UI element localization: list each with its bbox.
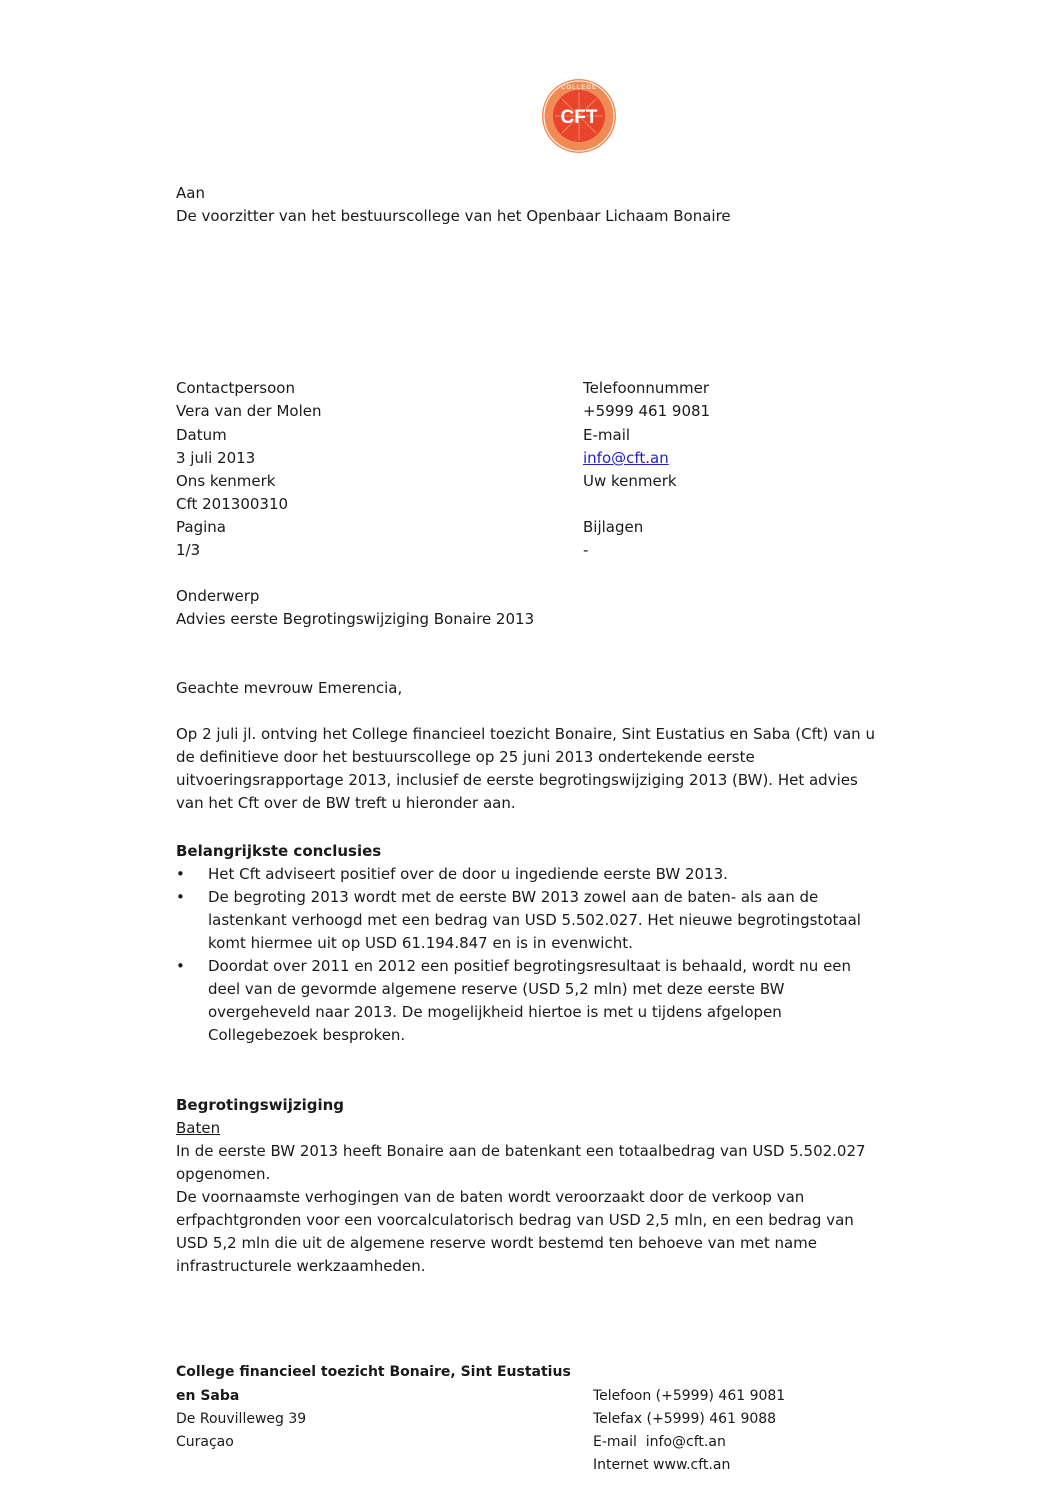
phone-value: +5999 461 9081 xyxy=(583,402,711,420)
budget-change-heading: Begrotingswijziging xyxy=(176,1096,345,1114)
email-label: E-mail xyxy=(583,426,631,444)
attachments-value: - xyxy=(583,541,589,559)
conclusions-heading: Belangrijkste conclusies xyxy=(176,842,382,860)
footer-internet: Internet www.cft.an xyxy=(593,1457,731,1473)
conclusion-text: Het Cft adviseert positief over de door u ingediende eerste BW 2013. xyxy=(208,865,728,883)
your-reference-label: Uw kenmerk xyxy=(583,472,677,490)
date-value: 3 juli 2013 xyxy=(176,449,256,467)
contact-label: Contactpersoon xyxy=(176,379,295,397)
subject-label: Onderwerp xyxy=(176,587,260,605)
conclusion-text: Doordat over 2011 en 2012 een positief begrotingsresultaat is behaald, wordt nu een deel van de gevormde algemene reserve (USD 5,2 mln) met deze eerste BW overgeheveld naar 2013. De mogelijkheid hiertoe is met u tijdens afgelopen Collegebezoek besproken. xyxy=(208,957,852,1044)
footer-address2: Curaçao xyxy=(176,1434,234,1450)
addressee-label: Aan xyxy=(176,184,205,202)
subject-value: Advies eerste Begrotingswijziging Bonaire 2013 xyxy=(176,610,535,628)
baten-subheading: Baten xyxy=(176,1119,221,1137)
svg-text:COLLEGE: COLLEGE xyxy=(560,85,598,91)
our-reference-label: Ons kenmerk xyxy=(176,472,276,490)
contact-value: Vera van der Molen xyxy=(176,402,322,420)
date-label: Datum xyxy=(176,426,227,444)
bullet-icon: • xyxy=(176,865,185,883)
conclusions-list xyxy=(176,863,886,1047)
conclusion-item xyxy=(176,886,886,955)
baten-paragraph-1: In de eerste BW 2013 heeft Bonaire aan de batenkant een totaalbedrag van USD 5.502.027 opgenomen. xyxy=(176,1142,866,1183)
email-link[interactable]: info@cft.an xyxy=(583,449,669,467)
attachments-label: Bijlagen xyxy=(583,518,644,536)
footer-telefax: Telefax (+5999) 461 9088 xyxy=(593,1411,777,1427)
cft-seal-icon xyxy=(541,78,617,154)
footer-telefoon: Telefoon (+5999) 461 9081 xyxy=(593,1388,786,1404)
footer-address1: De Rouvilleweg 39 xyxy=(176,1411,307,1427)
intro-paragraph: Op 2 juli jl. ontving het College financieel toezicht Bonaire, Sint Eustatius en Saba (Cft) van u de definitieve door het bestuurscollege op 25 juni 2013 ondertekende eerste uitvoeringsrapportage 2013, inclusief de eerste begrotingswijziging 2013 (BW). Het advies van het Cft over de BW treft u hieronder aan. xyxy=(176,725,875,812)
conclusion-item xyxy=(176,955,886,1047)
conclusion-item xyxy=(176,863,886,886)
phone-label: Telefoonnummer xyxy=(583,379,710,397)
footer-email: E-mail info@cft.an xyxy=(593,1434,726,1450)
page-value: 1/3 xyxy=(176,541,201,559)
cft-logo xyxy=(541,78,617,154)
footer-org-line1: College financieel toezicht Bonaire, Sint Eustatius xyxy=(176,1364,571,1380)
page-label: Pagina xyxy=(176,518,226,536)
salutation: Geachte mevrouw Emerencia, xyxy=(176,679,403,697)
bullet-icon: • xyxy=(176,888,185,906)
svg-text:CFT: CFT xyxy=(560,107,598,128)
footer-org-line2: en Saba xyxy=(176,1388,240,1404)
our-reference-value: Cft 201300310 xyxy=(176,495,289,513)
conclusion-text: De begroting 2013 wordt met de eerste BW 2013 zowel aan de baten- als aan de lastenkant verhoogd met een bedrag van USD 5.502.027. Het nieuwe begrotingstotaal komt hiermee uit op USD 61.194.847 en is in evenwicht. xyxy=(208,888,861,952)
addressee-name: De voorzitter van het bestuurscollege van het Openbaar Lichaam Bonaire xyxy=(176,207,731,225)
baten-paragraph-2: De voornaamste verhogingen van de baten wordt veroorzaakt door de verkoop van erfpachtgronden voor een voorcalculatorisch bedrag van USD 2,5 mln, en een bedrag van USD 5,2 mln die uit de algemene reserve wordt bestemd ten behoeve van met name infrastructurele werkzaamheden. xyxy=(176,1188,854,1275)
bullet-icon: • xyxy=(176,957,185,975)
